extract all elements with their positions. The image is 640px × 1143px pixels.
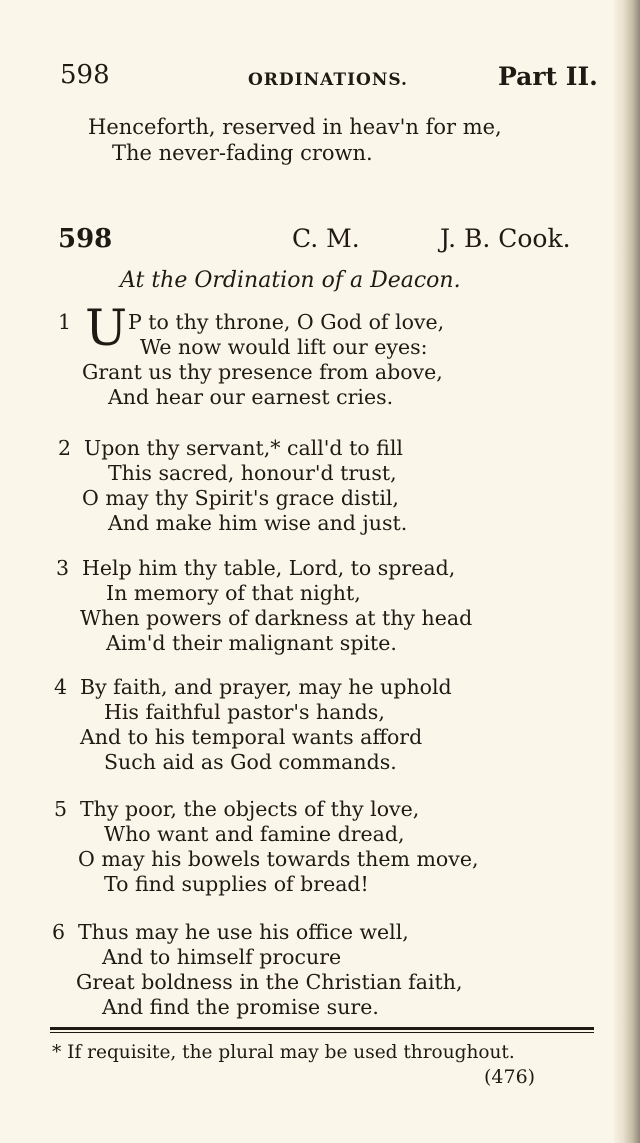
verse-number: 1 — [58, 310, 72, 334]
verse-line: Aim'd their malignant spite. — [106, 631, 397, 655]
previous-hymn-line: Henceforth, reserved in heav'n for me, — [88, 115, 502, 139]
verse-line: And to himself procure — [102, 945, 342, 969]
verse-line: Upon thy servant,* call'd to fill — [84, 436, 403, 460]
footnote-rule-thin — [50, 1032, 594, 1033]
verse-line: Thy poor, the objects of thy love, — [80, 797, 420, 821]
verse-line: By faith, and prayer, may he uphold — [80, 675, 452, 699]
verse-line: P to thy throne, O God of love, — [128, 310, 445, 334]
verse-line: And make him wise and just. — [108, 511, 408, 535]
signature-mark: (476) — [484, 1066, 536, 1088]
verse-line: And find the promise sure. — [102, 995, 379, 1019]
verse-line: His faithful pastor's hands, — [104, 700, 385, 724]
drop-capital: U — [85, 299, 128, 357]
hymn-meter: C. M. — [292, 224, 360, 253]
verse-line: We now would lift our eyes: — [140, 335, 428, 359]
verse-line: Who want and famine dread, — [104, 822, 405, 846]
verse-number: 4 — [54, 675, 68, 699]
book-spine-shadow — [614, 0, 640, 1143]
previous-hymn-line: The never-fading crown. — [112, 141, 373, 165]
verse-line: This sacred, honour'd trust, — [108, 461, 397, 485]
verse-line: To find supplies of bread! — [104, 872, 369, 896]
verse-line: When powers of darkness at thy head — [80, 606, 473, 630]
verse-line: Grant us thy presence from above, — [82, 360, 443, 384]
verse-line: Such aid as God commands. — [104, 750, 397, 774]
verse-line: In memory of that night, — [106, 581, 361, 605]
verse-line: And hear our earnest cries. — [108, 385, 394, 409]
section-title: ORDINATIONS. — [248, 70, 408, 90]
footnote-rule — [50, 1027, 594, 1030]
page-number: 598 — [60, 60, 110, 90]
footnote: * If requisite, the plural may be used throughout. — [52, 1042, 515, 1063]
verse-line: Great boldness in the Christian faith, — [76, 970, 463, 994]
verse-line: O may his bowels towards them move, — [78, 847, 479, 871]
verse-line: And to his temporal wants afford — [80, 725, 423, 749]
hymn-number: 598 — [58, 224, 113, 254]
verse-number: 2 — [58, 436, 72, 460]
hymn-occasion: At the Ordination of a Deacon. — [120, 268, 461, 293]
verse-line: O may thy Spirit's grace distil, — [82, 486, 399, 510]
verse-number: 5 — [54, 797, 68, 821]
verse-line: Help him thy table, Lord, to spread, — [82, 556, 456, 580]
verse-number: 6 — [52, 920, 66, 944]
verse-number: 3 — [56, 556, 70, 580]
part-label: Part II. — [498, 62, 598, 91]
hymn-author: J. B. Cook. — [440, 224, 571, 253]
verse-line: Thus may he use his office well, — [78, 920, 409, 944]
